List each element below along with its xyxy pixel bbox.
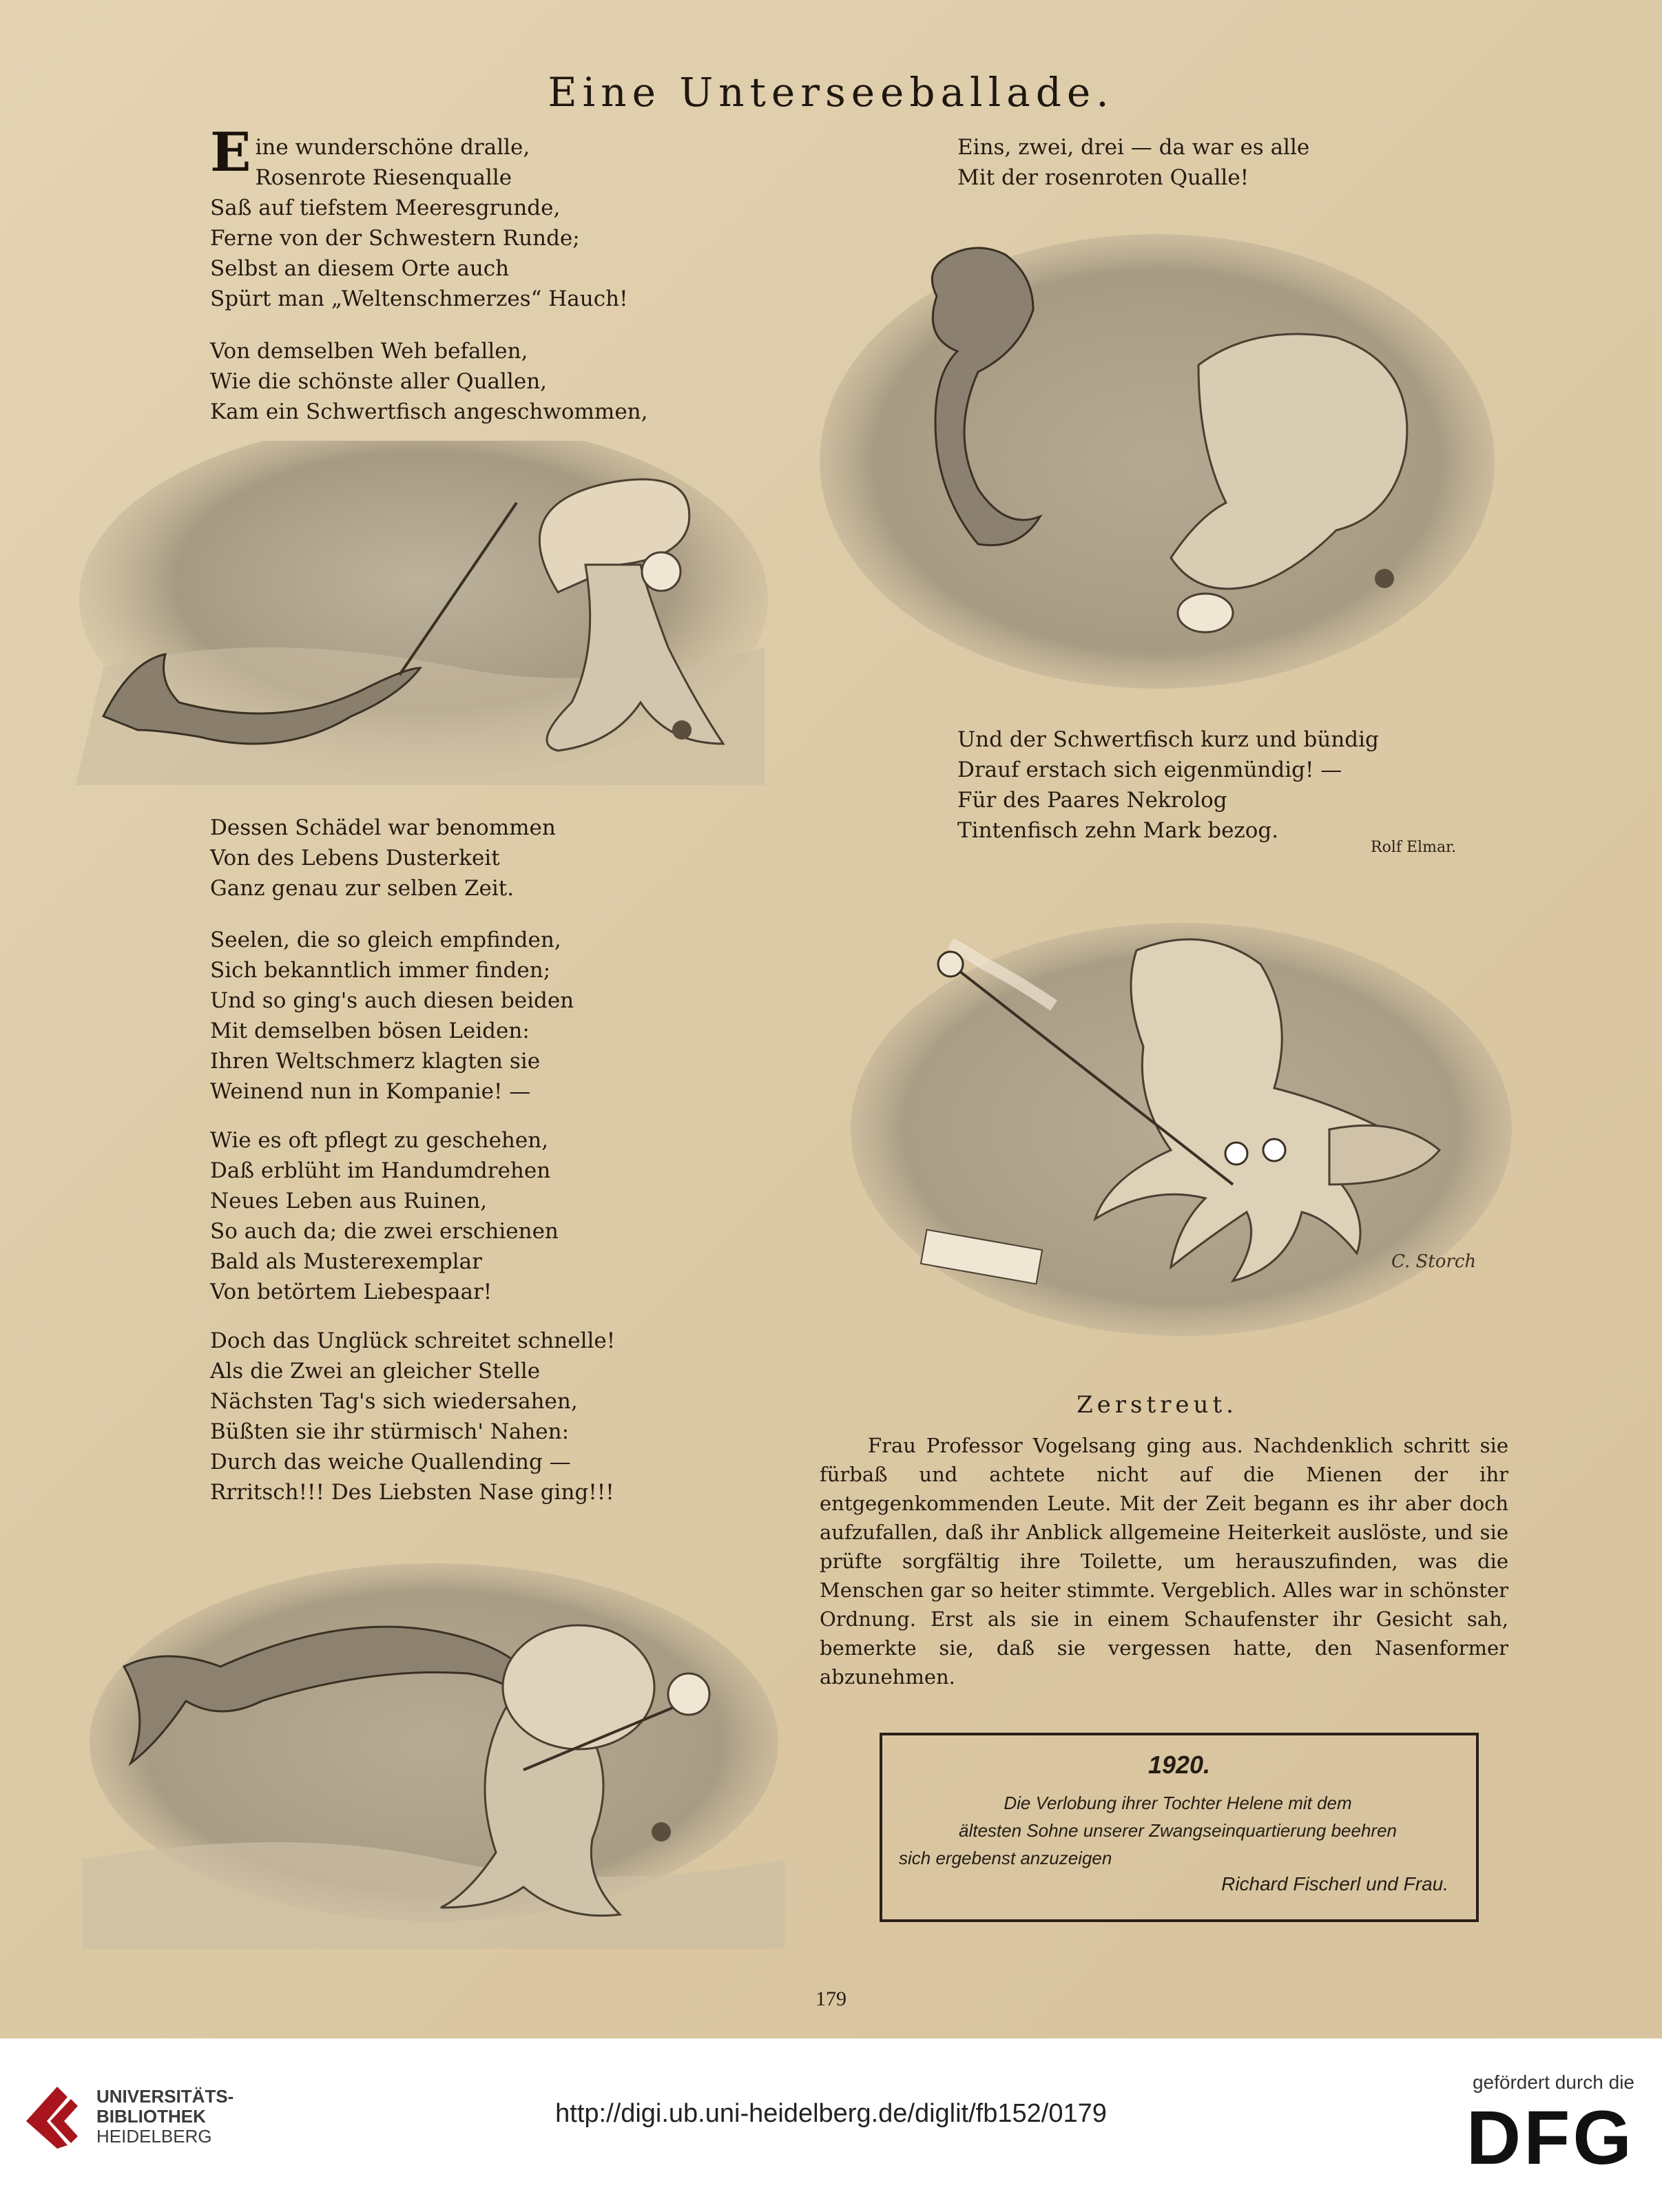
poem-line: Weinend nun in Kompanie! — [210, 1079, 531, 1104]
poem-line: Und so ging's auch diesen beiden [210, 988, 574, 1013]
poem-stanza-7 [957, 132, 1309, 193]
engagement-announcement-box [880, 1733, 1479, 1922]
poem-line: ine wunderschöne dralle, [255, 135, 530, 160]
library-name-line: BIBLIOTHEK [96, 2106, 206, 2127]
poem-line: Von betörtem Liebespaar! [210, 1280, 492, 1304]
poem-stanza-8 [957, 724, 1379, 846]
illustration-swordfish-jellyfish [76, 441, 771, 785]
dfg-logo: DFG [1466, 2096, 1634, 2180]
footer-bar [0, 2038, 1662, 2212]
poem-line: Spürt man „Weltenschmerzes“ Hauch! [210, 286, 628, 311]
poem-line: Wie die schönste aller Quallen, [210, 369, 548, 394]
announcement-text [892, 1789, 1464, 1872]
funding-label: gefördert durch die [1472, 2072, 1634, 2093]
zerstreut-text: Frau Professor Vogelsang ging aus. Nachdenklich schritt sie fürbaß und achtete nicht auf die Mienen der ihr entgegenkommenden Leute. Mit der Zeit begann es ihr aber doch aufzufallen, daß ihr Anblick allgemeine Heiterkeit auslöste, und sie prüfte sorgfältig ihre Toilette, um herauszufinden, was die Menschen gar so heiter stimmte. Vergeblich. Alles war in schönster Ordnung. Erst als sie in einem Schaufenster ihr Gesicht sah, bemerkte sie, daß sie vergessen hatte, den Nasenformer abzunehmen. [820, 1434, 1508, 1689]
illustration-octopus-drawing [847, 923, 1515, 1336]
illustration-swordfish-attack-drawing [83, 1563, 785, 1949]
poem-line: Als die Zwei an gleicher Stelle [210, 1359, 541, 1384]
announcement-line: Die Verlobung ihrer Tochter Helene mit dem [1004, 1793, 1352, 1813]
poem-line: Ihren Weltschmerz klagten sie [210, 1049, 541, 1074]
section-heading-zerstreut: Zerstreut. [1077, 1391, 1238, 1419]
announcement-line: ältesten Sohne unserer Zwangseinquartierung beehren [959, 1820, 1397, 1841]
poem-author: Rolf Elmar. [1371, 839, 1457, 856]
poem-line: Selbst an diesem Orte auch [210, 256, 510, 281]
page-title: Eine Unterseeballade. [548, 69, 1114, 116]
announcement-line: sich ergebenst anzuzeigen [899, 1848, 1112, 1868]
poem-line: Drauf erstach sich eigenmündig! — [957, 758, 1342, 782]
poem-line: Tintenfisch zehn Mark bezog. [957, 818, 1279, 843]
poem-stanza-3 [210, 813, 556, 904]
poem-line: Bald als Musterexemplar [210, 1249, 482, 1274]
poem-line: Ganz genau zur selben Zeit. [210, 876, 515, 901]
poem-line: Nächsten Tag's sich wiedersahen, [210, 1389, 578, 1414]
poem-line: Rrritsch!!! Des Liebsten Nase ging!!! [210, 1480, 614, 1505]
poem-line: Ferne von der Schwestern Runde; [210, 226, 580, 251]
poem-line: So auch da; die zwei erschienen [210, 1219, 559, 1244]
poem-line: Neues Leben aus Ruinen, [210, 1189, 488, 1213]
illustration-aftermath [813, 227, 1502, 696]
poem-line: Eins, zwei, drei — da war es alle [957, 135, 1310, 160]
poem-line: Für des Paares Nekrolog [957, 788, 1227, 813]
poem-line: Von des Lebens Dusterkeit [210, 846, 500, 870]
poem-line: Saß auf tiefstem Meeresgrunde, [210, 196, 561, 220]
poem-line: Von demselben Weh befallen, [210, 339, 528, 364]
poem-line: Daß erblüht im Handumdrehen [210, 1158, 551, 1183]
poem-line: Sich bekanntlich immer finden; [210, 958, 551, 983]
source-url-link[interactable]: http://digi.ub.uni-heidelberg.de/diglit/fb152/0179 [555, 2099, 1107, 2128]
poem-line: Wie es oft pflegt zu geschehen, [210, 1128, 549, 1153]
illustration-aftermath-drawing [813, 227, 1502, 696]
poem-line: Kam ein Schwertfisch angeschwommen, [210, 399, 648, 424]
page-number: 179 [816, 1987, 846, 2010]
poem-line: Seelen, die so gleich empfinden, [210, 928, 561, 952]
poem-stanza-4 [210, 925, 574, 1107]
poem-line: Büßten sie ihr stürmisch' Nahen: [210, 1419, 570, 1444]
poem-stanza-2 [210, 336, 648, 427]
poem-line: Dessen Schädel war benommen [210, 815, 556, 840]
poem-line: Und der Schwertfisch kurz und bündig [957, 727, 1379, 752]
illustration-octopus [847, 923, 1515, 1336]
illustration-signature: C. Storch [1391, 1251, 1477, 1272]
poem-line: Durch das weiche Quallending — [210, 1450, 571, 1474]
poem-line: Mit der rosenroten Qualle! [957, 165, 1249, 190]
library-name-line: UNIVERSITÄTS- [96, 2086, 234, 2107]
library-name-line: HEIDELBERG [96, 2126, 212, 2147]
announcement-year: 1920. [1147, 1751, 1211, 1779]
illustration-swordfish-attack [83, 1563, 785, 1949]
illustration-swordfish-jellyfish-drawing [76, 441, 771, 785]
drop-cap: E [210, 121, 251, 184]
announcement-signature: Richard Fischerl und Frau. [1221, 1873, 1448, 1895]
poem-line: Mit demselben bösen Leiden: [210, 1019, 530, 1043]
poem-stanza-6 [210, 1326, 615, 1507]
poem-stanza-1 [210, 121, 692, 314]
poem-line: Rosenrote Riesenqualle [255, 165, 512, 190]
poem-line: Doch das Unglück schreitet schnelle! [210, 1328, 616, 1353]
poem-stanza-5 [210, 1125, 559, 1307]
